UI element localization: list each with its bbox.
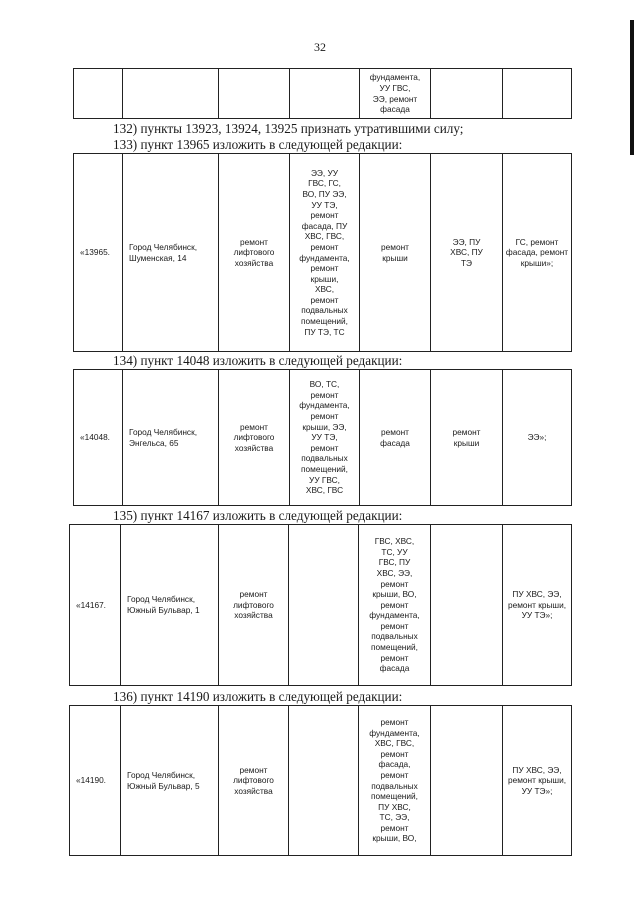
cell-work-4: ремонт крыши — [431, 370, 503, 506]
cell-work-3: ремонт фундамента, ХВС, ГВС, ремонт фасада, ремонт подвальных помещений, ПУ ХВС, ТС, ЭЭ, ремонт крыши, ВО, — [359, 706, 431, 856]
table-continuation — [73, 68, 572, 119]
table-row — [74, 154, 572, 352]
cell-work-2: ВО, ТС, ремонт фундамента, ремонт крыши, ЭЭ, УУ ТЭ, ремонт подвальных помещений, УУ ГВС, ХВС, ГВС — [290, 370, 360, 506]
cell-work-3: фундамента, УУ ГВС, ЭЭ, ремонт фасада — [360, 69, 431, 119]
cell-work-5: ГС, ремонт фасада, ремонт крыши»; — [503, 154, 572, 352]
table-row — [70, 706, 572, 856]
cell-work-3: ГВС, ХВС, ТС, УУ ГВС, ПУ ХВС, ЭЭ, ремонт крыши, ВО, ремонт фундамента, ремонт подвальных помещений, ремонт фасада — [359, 525, 431, 686]
table-item-14048 — [73, 369, 572, 506]
cell-work-5: ЭЭ»; — [503, 370, 572, 506]
table-row — [70, 525, 572, 686]
cell-work-3: ремонт крыши — [360, 154, 431, 352]
cell-number: «14048. — [74, 370, 123, 506]
cell-work-1: ремонт лифтового хозяйства — [219, 370, 290, 506]
scan-edge-mark — [630, 20, 634, 155]
cell-number: «14190. — [70, 706, 121, 856]
cell-work-5: ПУ ХВС, ЭЭ, ремонт крыши, УУ ТЭ»; — [503, 706, 572, 856]
heading-item-136: 136) пункт 14190 изложить в следующей редакции: — [113, 689, 403, 704]
cell-number: «14167. — [70, 525, 121, 686]
cell-number: «13965. — [74, 154, 123, 352]
heading-item-134: 134) пункт 14048 изложить в следующей редакции: — [113, 353, 403, 368]
table-row — [74, 69, 572, 119]
cell-work-4 — [431, 525, 503, 686]
cell-work-4 — [431, 706, 503, 856]
heading-item-132: 132) пункты 13923, 13924, 13925 признать утратившими силу; — [113, 121, 464, 136]
heading-item-133: 133) пункт 13965 изложить в следующей редакции: — [113, 137, 403, 152]
cell-work-3: ремонт фасада — [360, 370, 431, 506]
cell-work-2 — [289, 525, 359, 686]
cell-address: Город Челябинск, Южный Бульвар, 5 — [121, 706, 219, 856]
table-item-13965 — [73, 153, 572, 352]
page-number: 32 — [314, 40, 326, 54]
cell-address: Город Челябинск, Шуменская, 14 — [123, 154, 219, 352]
table-row — [74, 370, 572, 506]
cell-address: Город Челябинск, Энгельса, 65 — [123, 370, 219, 506]
cell-work-5: ПУ ХВС, ЭЭ, ремонт крыши, УУ ТЭ»; — [503, 525, 572, 686]
cell-work-1: ремонт лифтового хозяйства — [219, 525, 289, 686]
cell-address — [123, 69, 219, 119]
cell-work-5 — [503, 69, 572, 119]
cell-number — [74, 69, 123, 119]
cell-work-4 — [431, 69, 503, 119]
cell-work-2 — [290, 69, 360, 119]
table-item-14190 — [69, 705, 572, 856]
cell-work-1: ремонт лифтового хозяйства — [219, 706, 289, 856]
cell-address: Город Челябинск, Южный Бульвар, 1 — [121, 525, 219, 686]
table-item-14167 — [69, 524, 572, 686]
cell-work-1: ремонт лифтового хозяйства — [219, 154, 290, 352]
cell-work-2: ЭЭ, УУ ГВС, ГС, ВО, ПУ ЭЭ, УУ ТЭ, ремонт фасада, ПУ ХВС, ГВС, ремонт фундамента, ремонт крыши, ХВС, ремонт подвальных помещений, ПУ ТЭ, ТС — [290, 154, 360, 352]
cell-work-4: ЭЭ, ПУ ХВС, ПУ ТЭ — [431, 154, 503, 352]
heading-item-135: 135) пункт 14167 изложить в следующей редакции: — [113, 508, 403, 523]
cell-work-2 — [289, 706, 359, 856]
cell-work-1 — [219, 69, 290, 119]
